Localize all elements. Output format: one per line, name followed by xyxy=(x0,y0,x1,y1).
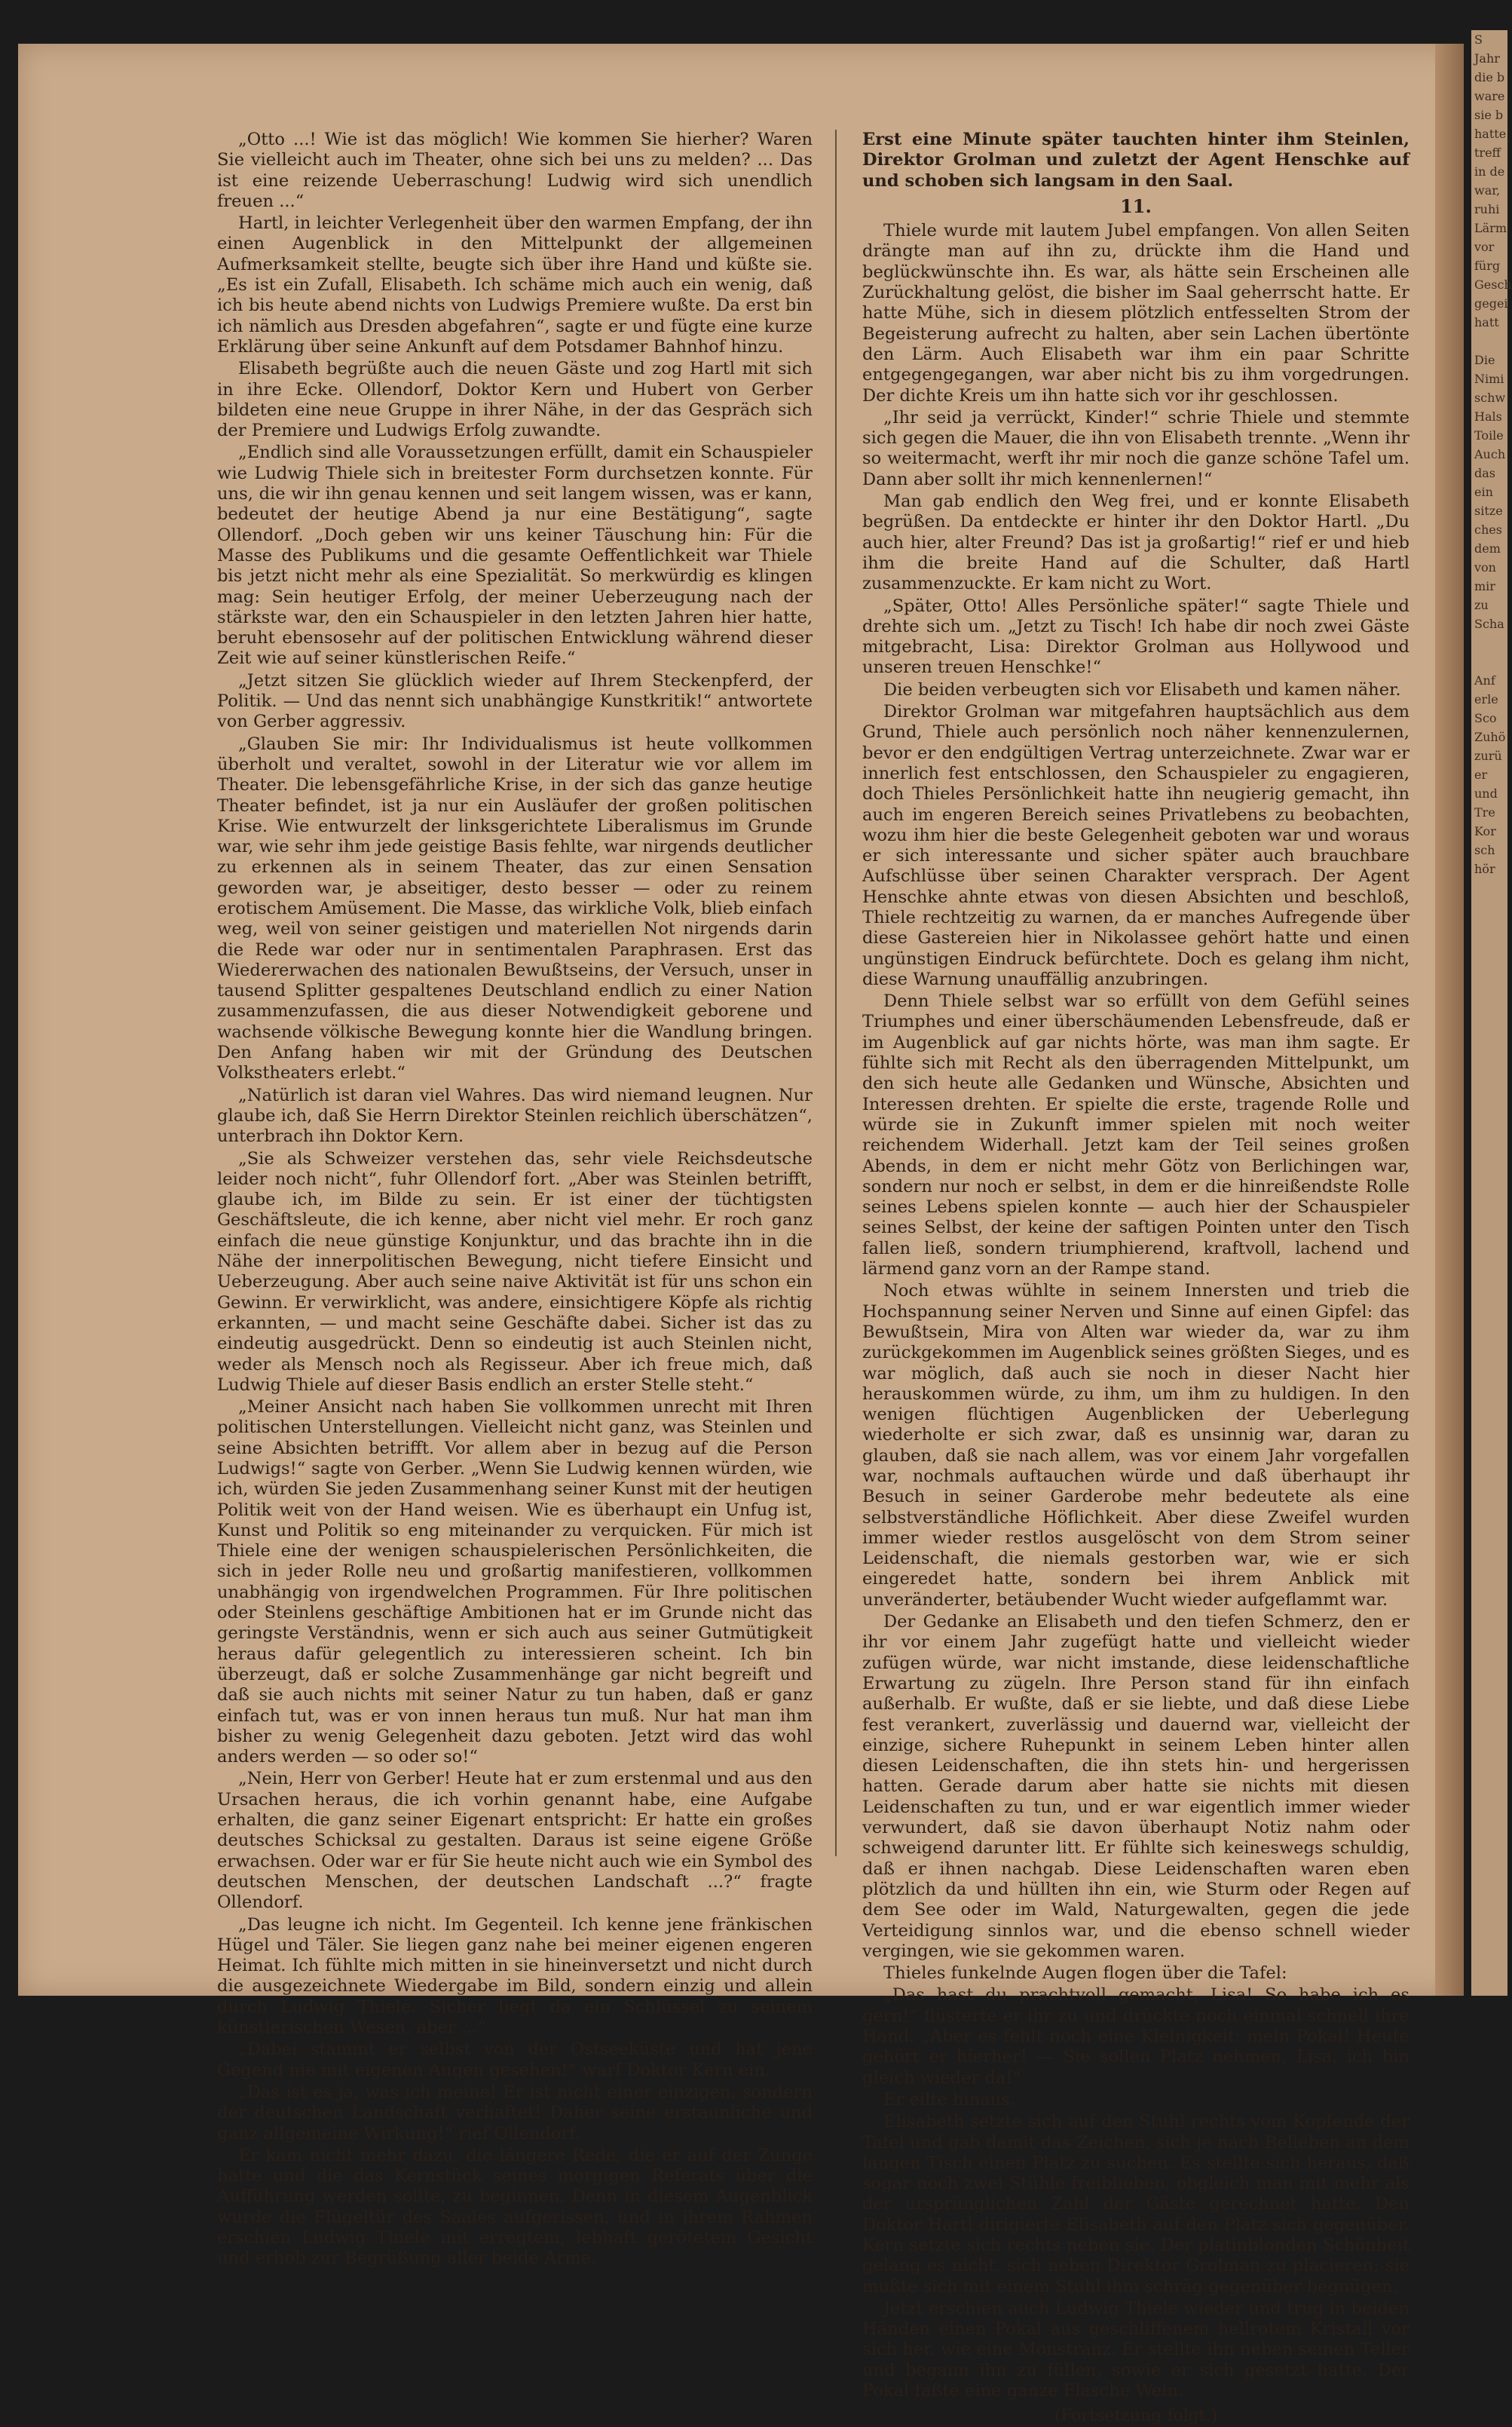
next-page-fragment: Gesch xyxy=(1474,277,1512,292)
next-page-fragment: ches xyxy=(1474,522,1502,537)
next-page-fragment: Hals xyxy=(1474,409,1502,424)
next-page-fragment xyxy=(1471,633,1507,652)
next-page-fragment: hatt xyxy=(1474,315,1499,329)
paragraph: Der Gedanke an Elisabeth und den tiefen Schmerz, den er ihr vor einem Jahr zugefügt hatte und vielleicht wieder zufügen würde, war nicht imstande, diese leidenschaftliche Erwartung zu zügeln. Ihre Person stand für ihn einfach außerhalb. Er wußte, daß er sie liebte, und daß diese Liebe fest verankert, zuverlässig und dauernd war, vielleicht der einzige, sichere Ruhepunkt in seinem Leben hinter allen diesen Leidenschaften, die ihn stets hin- und hergerissen hatten. Gerade darum aber hatte sie nichts mit diesen Leidenschaften zu tun, und er war eigentlich immer wieder verwundert, daß sie davon überhaupt Notiz nahm oder schweigend darunter litt. Er fühlte sich keineswegs schuldig, daß er ihnen nachgab. Diese Leidenschaften waren eben plötzlich da und hüllten ihn ein, wie Sturm oder Regen auf dem See oder im Wald, Naturgewalten, gegen die jede Verteidigung sinnlos war, und die ebenso schnell wieder vergingen, wie sie gekommen waren. xyxy=(862,1612,1409,1961)
paragraph: Jetzt erschien auch Ludwig Thiele wieder und trug in beiden Händen einen Pokal aus geschliffenem hellrotem Kristall vor sich her, wie eine Monstranz. Er stellte ihn neben seinen Teller und begann ihn zu füllen, sowie er sich gesetzt hatte. Der Pokal faßte eine ganze Flasche Wein. xyxy=(862,2298,1409,2401)
paragraph: Thiele wurde mit lautem Jubel empfangen. Von allen Seiten drängte man auf ihn zu, drückte ihm die Hand und beglückwünschte ihn. Es war, als hätte sein Erscheinen alle Zurückhaltung gelöst, die bisher im Saal geherrscht hatte. Er hatte Mühe, sich in diesem plötzlich entfesselten Strom der Begeisterung aufrecht zu halten, aber sein Lachen übertönte den Lärm. Auch Elisabeth war ihm ein paar Schritte entgegengegangen, war aber nicht bis zu ihm vorgedrungen. Der dichte Kreis um ihn hatte sich vor ihr geschlossen. xyxy=(862,221,1409,406)
paragraph: „Sie als Schweizer verstehen das, sehr viele Reichsdeutsche leider noch nicht“, fuhr Ollendorf fort. „Aber was Steinlen betrifft, glaube ich, im Bilde zu sein. Er ist einer der tüchtigsten Geschäftsleute, die ich kenne, aber nicht viel mehr. Er roch ganz einfach die neue günstige Konjunktur, und das brachte ihn in die Nähe der innerpolitischen Bewegung, nicht tiefere Einsicht und Ueberzeugung. Aber auch seine naive Aktivität ist für uns schon ein Gewinn. Er verwirklicht, was andere, einsichtigere Köpfe als richtig erkannten, — und macht seine Geschäfte dabei. Sicher ist das zu eindeutig ausgedrückt. Denn so eindeutig ist auch Steinlen nicht, weder als Mensch noch als Regisseur. Aber ich freue mich, daß Ludwig Thiele auf dieser Basis endlich an erster Stelle steht.“ xyxy=(217,1148,813,1395)
next-page-fragment: schw xyxy=(1474,391,1506,405)
paragraph: „Ihr seid ja verrückt, Kinder!“ schrie Thiele und stemmte sich gegen die Mauer, die ihn von Elisabeth trennte. „Wenn ihr so weitermacht, werft ihr mir noch die ganze schöne Tafel um. Dann aber sollt ihr mich kennenlernen!“ xyxy=(862,407,1409,489)
next-page-fragment: Die xyxy=(1474,353,1495,367)
paragraph: „Nein, Herr von Gerber! Heute hat er zum erstenmal und aus den Ursachen heraus, die ich vorhin genannt habe, eine Aufgabe erhalten, die ganz seiner Eigenart entspricht: Er hatte ein großes deutsches Schicksal zu gestalten. Daraus ist seine eigene Größe erwachsen. Oder war er für Sie heute nicht auch wie ein Symbol des deutschen Menschen, der deutschen Landschaft ...?“ fragte Ollendorf. xyxy=(217,1769,813,1913)
next-page-fragment: Tre xyxy=(1474,805,1495,820)
paragraph: Elisabeth setzte sich auf den Stuhl rechts vom Kopfende der Tafel und gab damit das Zeichen, sich je nach Belieben an dem langen Tisch einen Platz zu suchen. Es stellte sich heraus, daß sogar noch zwei Stühle freiblieben, obgleich man mit mehr als der ursprünglichen Zahl der Gäste gerechnet hatte. Den Doktor Hartl dirigierte Elisabeth auf den Platz sich gegenüber. Kern setzte sich rechts neben sie. Der platinblonden Schönheit gelang es nicht, sich neben Direktor Grolman zu placieren; sie mußte sich mit einem Stuhl ihm schräg gegenüber begnügen. xyxy=(862,2112,1409,2297)
paragraph: „Endlich sind alle Voraussetzungen erfüllt, damit ein Schauspieler wie Ludwig Thiele sich in breitester Form durchsetzen konnte. Für uns, die wir ihn genau kennen und seit langem wissen, was er kann, bedeutet der heutige Abend ja nur eine Bestätigung“, sagte Ollendorf. „Doch geben wir uns keiner Täuschung hin: Für die Masse des Publikums und die gesamte Oeffentlichkeit war Thiele bis jetzt nicht mehr als eine Spezialität. So merkwürdig es klingen mag: Sein heutiger Erfolg, der meiner Ueberzeugung nach der stärkste war, den ein Schauspieler in den letzten Jahren hier hatte, beruht ebensosehr auf der politischen Entwicklung während dieser Zeit wie auf seiner künstlerischen Reife.“ xyxy=(217,443,813,669)
next-page-fragment xyxy=(1471,652,1507,671)
next-page-fragment: Auch xyxy=(1474,447,1506,461)
paragraph: Er eilte hinaus. xyxy=(883,2089,1016,2110)
adjacent-page-edge xyxy=(1471,30,1512,1996)
paragraph: Er kam nicht mehr dazu, die längere Rede, die er auf der Zunge hatte und die das Kernstück seines morgigen Referats über die Aufführung werden sollte, zu beginnen. Denn in diesem Augenblick wurde die Flügeltür des Saales aufgerissen, und in ihrem Rahmen erschien Ludwig Thiele mit erregtem, lebhaft gerötetem Gesicht und erhob zur Begrüßung aller beide Arme. xyxy=(217,2145,813,2269)
next-page-fragment: Scha xyxy=(1474,617,1504,631)
paragraph: „Otto ...! Wie ist das möglich! Wie kommen Sie hierher? Waren Sie vielleicht auch im Theater, ohne sich bei uns zu melden? ... Das ist eine reizende Ueberraschung! Ludwig wird sich unendlich freuen ...“ xyxy=(217,130,813,211)
paragraph: Noch etwas wühlte in seinem Innersten und trieb die Hochspannung seiner Nerven und Sinne auf einen Gipfel: das Bewußtsein, Mira von Alten war wieder da, war zu ihm zurückgekommen im Augenblick seines größten Sieges, und es war möglich, daß auch sie noch in dieser Nacht hier herauskommen würde, zu ihm, um ihm zu huldigen. In den wenigen flüchtigen Augenblicken der Ueberlegung wiederholte er sich zwar, daß es unsinnig war, daran zu glauben, daß sie nach allem, was vor einem Jahr vorgefallen war, nochmals auftauchen würde und daß überhaupt ihr Besuch in seiner Garderobe mehr bedeutete als eine selbstverständliche Höflichkeit. Aber diese Zweifel wurden immer wieder restlos ausgelöscht von dem Strom seiner Leidenschaft, die niemals gestorben war, wie er sich eingeredet hatte, sondern bei ihrem Anblick mit unveränderter, betäubender Wucht wieder aufgeflammt war. xyxy=(862,1281,1409,1610)
chapter-number: 11. xyxy=(1120,195,1152,217)
next-page-fragment: Anf xyxy=(1474,673,1495,688)
next-page-fragment: erle xyxy=(1474,692,1498,706)
continued-note: (Fortsetzung folgt.) xyxy=(1054,2407,1218,2426)
next-page-fragment: dem xyxy=(1474,541,1501,556)
next-page-fragment: und xyxy=(1474,786,1498,801)
next-page-fragment: S xyxy=(1474,32,1483,47)
next-page-fragment: das xyxy=(1474,466,1495,480)
left-column xyxy=(217,130,813,2271)
next-page-fragment: fürg xyxy=(1474,259,1501,273)
next-page-fragment: ein xyxy=(1474,485,1493,499)
paragraph: Die beiden verbeugten sich vor Elisabeth und kamen näher. xyxy=(883,679,1401,700)
next-page-fragment: Lärm xyxy=(1474,221,1507,235)
next-page-fragment: sitze xyxy=(1474,504,1503,518)
page-gutter xyxy=(1435,44,1464,1996)
paragraph: Denn Thiele selbst war so erfüllt von dem Gefühl seines Triumphes und einer überschäumenden Lebensfreude, daß er im Augenblick auf gar nichts hörte, was man ihm sagte. Er fühlte sich mit Recht als den überragenden Mittelpunkt, um den sich heute alle Gedanken und Wünsche, Absichten und Interessen drehten. Er spielte die erste, tragende Rolle und würde sie in Zukunft immer spielen mit noch weiter reichendem Widerhall. Jetzt kam der Teil seines großen Abends, in dem er nicht mehr Götz von Berlichingen war, sondern nur noch er selbst, in dem er die hinreißendste Rolle seines Lebens spielen konnte — auch hier der Schauspieler seines Selbst, der keine der saftigen Pointen unter den Tisch fallen ließ, sondern triumphierend, kraftvoll, lachend und lärmend ganz vorn an der Rampe stand. xyxy=(862,991,1409,1279)
next-page-fragment: war, xyxy=(1474,183,1501,198)
next-page-fragment: Nimi xyxy=(1474,372,1504,386)
next-page-fragment: treff xyxy=(1474,146,1501,160)
next-page-fragment: von xyxy=(1474,560,1496,575)
next-page-fragment: zurü xyxy=(1474,749,1502,763)
right-column-body xyxy=(862,221,1409,2401)
next-page-fragment: Sco xyxy=(1474,711,1497,725)
paragraph: Direktor Grolman war mitgefahren hauptsächlich aus dem Grund, Thiele auch persönlich noch näher kennenzulernen, bevor er den endgültigen Vertrag unterzeichnete. Zwar war er innerlich fest entschlossen, den Schauspieler zu engagieren, doch Thieles Persönlichkeit hatte ihn neugierig gemacht, ihn auch im engeren Bereich seines Privatlebens zu beobachten, wozu ihm hier die beste Gelegenheit geboten war und woraus er sich interessante und sicher später auch brauchbare Aufschlüsse über seinen Charakter versprach. Der Agent Henschke ahnte etwas von diesen Absichten und beschloß, Thiele rechtzeitig zu warnen, da er manches Aufregende über diese Gastereien hier in Nikolassee gehört hatte und einen ungünstigen Eindruck befürchtete. Doch es gelang ihm nicht, diese Warnung unauffällig anzubringen. xyxy=(862,702,1409,989)
paragraph: „Später, Otto! Alles Persönliche später!“ sagte Thiele und drehte sich um. „Jetzt zu Tisch! Ich habe dir noch zwei Gäste mitgebracht, Lisa: Direktor Grolman aus Hollywood und unseren treuen Henschke!“ xyxy=(862,596,1409,678)
paragraph: „Jetzt sitzen Sie glücklich wieder auf Ihrem Steckenpferd, der Politik. — Und das nennt sich unabhängige Kunstkritik!“ antwortete von Gerber aggressiv. xyxy=(217,670,813,732)
next-page-fragment: mir xyxy=(1474,579,1495,593)
next-page-fragment: ware xyxy=(1474,89,1505,103)
paragraph: „Das leugne ich nicht. Im Gegenteil. Ich kenne jene fränkischen Hügel und Täler. Sie liegen ganz nahe bei meiner eigenen engeren Heimat. Ich fühlte mich mitten in sie hineinversetzt und nicht durch die ausgezeichnete Wiedergabe im Bild, sondern einzig und allein durch Ludwig Thiele. Sicher liegt da ein Schlüssel zu seinem künstlerischen Wesen, aber ...“ xyxy=(217,1914,813,2038)
next-page-fragment: vor xyxy=(1474,240,1495,254)
next-page-fragment xyxy=(1471,332,1507,351)
next-page-fragment: in de xyxy=(1474,164,1505,179)
next-page-fragment: er xyxy=(1474,768,1488,782)
right-column-lead: Erst eine Minute später tauchten hinter ihm Steinlen, Direktor Grolman und zuletzt der Agent Henschke auf und schoben sich langsam in den Saal. xyxy=(862,130,1409,191)
next-page-fragment: zu xyxy=(1474,598,1489,612)
next-page-fragment: Toile xyxy=(1474,428,1504,443)
next-page-fragment: sie b xyxy=(1474,108,1504,122)
next-page-fragment: gegei xyxy=(1474,296,1508,311)
paragraph: „Natürlich ist daran viel Wahres. Das wird niemand leugnen. Nur glaube ich, daß Sie Herrn Direktor Steinlen reichlich überschätzen“, unterbrach ihn Doktor Kern. xyxy=(217,1085,813,1147)
paragraph: Elisabeth begrüßte auch die neuen Gäste und zog Hartl mit sich in ihre Ecke. Ollendorf, Doktor Kern und Hubert von Gerber bildeten eine neue Gruppe in ihrer Nähe, in der das Gespräch sich der Premiere und Ludwigs Erfolg zuwandte. xyxy=(217,359,813,441)
next-page-fragment: hatte xyxy=(1474,127,1507,141)
next-page-fragment: ruhi xyxy=(1474,202,1500,216)
paragraph: Hartl, in leichter Verlegenheit über den warmen Empfang, der ihn einen Augenblick in den Mittelpunkt der allgemeinen Aufmerksamkeit stellte, beugte sich über ihre Hand und küßte sie. „Es ist ein Zufall, Elisabeth. Ich schäme mich auch ein wenig, daß ich bis heute abend nichts von Ludwigs Premiere wußte. Da erst bin ich nämlich aus Dresden abgefahren“, sagte er und fügte eine kurze Erklärung über seine Ankunft auf dem Potsdamer Bahnhof hinzu. xyxy=(217,213,813,357)
right-column xyxy=(862,130,1409,2427)
paragraph: „Das ist es ja, was ich meine! Er ist nicht einer einzigen, sondern der deutschen Landschaft verhaftet! Daher seine erstaunliche und ganz allgemeine Wirkung!“ rief Ollendorf. xyxy=(217,2082,813,2144)
next-page-fragment: die b xyxy=(1474,70,1505,84)
column-divider xyxy=(835,130,837,1856)
paragraph: „Das hast du prachtvoll gemacht, Lisa! So habe ich es gern!“ flüsterte er ihr zu und drückte noch einmal schnell ihre Hand. „Aber es fehlt noch eine Kleinigkeit: mein Pokal! Heute gehört er hierher! — Sie sollen Platz nehmen, Lisa, ich bin gleich wieder da!“ xyxy=(862,1985,1409,2088)
next-page-fragment: Jahr xyxy=(1474,51,1500,66)
paragraph: „Meiner Ansicht nach haben Sie vollkommen unrecht mit Ihren politischen Unterstellungen. Vielleicht nicht ganz, was Steinlen und seine Absichten betrifft. Vor allem aber in bezug auf die Person Ludwigs!“ sagte von Gerber. „Wenn Sie Ludwig kennen würden, wie ich, würden Sie jeden Zusammenhang seiner Kunst mit der heutigen Politik weit von der Hand weisen. Wie es überhaupt ein Unfug ist, Kunst und Politik so eng miteinander zu verquicken. Für mich ist Thiele eine der wenigen schauspielerischen Persönlichkeiten, die sich in jeder Rolle neu und großartig manifestieren, vollkommen unabhängig von irgendwelchen Programmen. Für Ihre politischen oder Steinlens geschäftige Ambitionen hat er im Grunde nicht das geringste Verständnis, wenn er sich auch aus seiner Gutmütigkeit heraus dafür gelegentlich zu interessieren scheint. Ich bin überzeugt, daß er solche Zusammenhänge gar nicht begreift und daß sie auch nichts mit seiner Natur zu tun haben, daß er ganz einfach tut, was er von innen heraus tun muß. Nur hat man ihm bisher zu wenig Gelegenheit dazu geboten. Jetzt wird das wohl anders werden — so oder so!“ xyxy=(217,1397,813,1767)
paragraph: Man gab endlich den Weg frei, und er konnte Elisabeth begrüßen. Da entdeckte er hinter ihr den Doktor Hartl. „Du auch hier, alter Freund? Das ist ja großartig!“ rief er und hieb ihm die breite Hand auf die Schulter, daß Hartl zusammenzuckte. Er kam nicht zu Wort. xyxy=(862,492,1409,594)
next-page-fragment: sch xyxy=(1474,843,1495,857)
next-page-fragment: Kor xyxy=(1474,824,1496,838)
paragraph: „Glauben Sie mir: Ihr Individualismus ist heute vollkommen überholt und veraltet, sowohl in der Literatur wie vor allem im Theater. Die lebensgefährliche Krise, in der sich das ganze heutige Theater befindet, ist ja nur ein Ausläufer der großen politischen Krise. Wie entwurzelt der linksgerichtete Liberalismus im Grunde war, wie sehr ihm jede geistige Basis fehlte, war nirgends deutlicher zu erkennen als in seinem Theater, das zur einen Sensation geworden war, je abseitiger, desto besser — oder zu reinem erotischem Amüsement. Die Masse, das wirkliche Volk, blieb einfach weg, weil von seiner geistigen und materiellen Not nirgends darin die Rede war oder nur in sentimentalen Paraphrasen. Erst das Wiedererwachen des nationalen Bewußtseins, der Versuch, unser in tausend Splitter gespaltenes Deutschland endlich zu einer Nation zusammenzufassen, die aus dieser Notwendigkeit geborene und wachsende völkische Bewegung konnte hier die Wandlung bringen. Den Anfang haben wir mit der Gründung des Deutschen Volkstheaters erlebt.“ xyxy=(217,734,813,1083)
next-page-fragment: Zuhö xyxy=(1474,730,1506,744)
paragraph: Thieles funkelnde Augen flogen über die Tafel: xyxy=(883,1963,1287,1984)
next-page-fragment: hör xyxy=(1474,862,1495,876)
paragraph: „Dabei stammt er selbst von der Ostseeküste und hat jene Gegend nie mit eigenen Augen gesehen!“ warf Doktor Kern ein. xyxy=(217,2039,813,2080)
